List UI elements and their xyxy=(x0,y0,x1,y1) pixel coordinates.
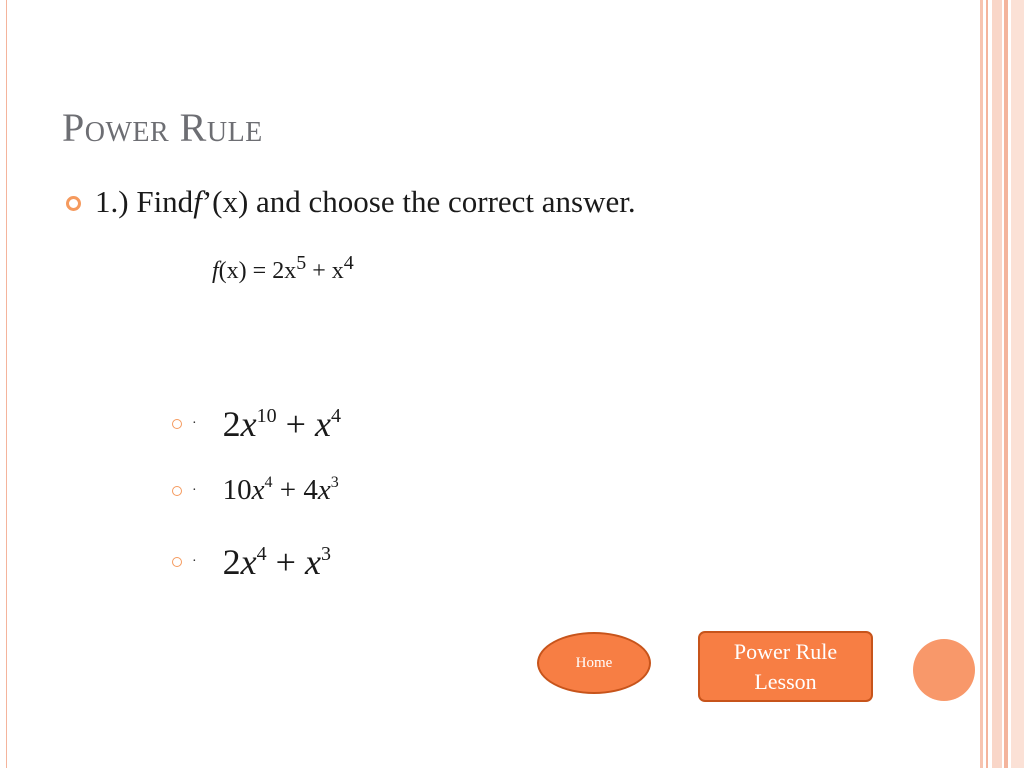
answer-option-3[interactable] xyxy=(172,541,331,583)
question-prefix: 1.) Find xyxy=(95,184,194,219)
bullet-ring-icon xyxy=(172,486,182,496)
answer-expression: $10x^4 + 4x^3$ xyxy=(222,474,339,506)
answer-expression: $2x^{10} + x^4$ xyxy=(222,404,341,444)
slide-title: Power Rule xyxy=(62,105,263,150)
lesson-button-line1: Power Rule xyxy=(733,638,838,664)
left-border-line xyxy=(6,0,7,768)
bullet-dot: · xyxy=(192,482,197,498)
power-rule-lesson-button[interactable] xyxy=(698,631,873,702)
answer-option-2[interactable] xyxy=(172,474,339,507)
bullet-dot: · xyxy=(192,416,197,431)
home-button[interactable]: Home xyxy=(537,632,651,694)
right-decorative-stripes xyxy=(980,0,1024,768)
decorative-circle xyxy=(913,639,975,701)
question-suffix: ’(x) and choose the correct answer. xyxy=(201,184,636,219)
lesson-button-line2: Lesson xyxy=(754,668,817,694)
function-exp2: 4 xyxy=(343,252,354,274)
answer-expression: $2x^4 + x^3$ xyxy=(222,542,331,582)
function-definition xyxy=(212,252,354,285)
bullet-dot: · xyxy=(192,554,197,569)
question-row xyxy=(66,184,636,220)
function-lhs: f xyxy=(212,258,219,284)
bullet-ring-icon xyxy=(66,196,81,211)
function-exp1: 5 xyxy=(296,252,307,274)
answer-option-1[interactable] xyxy=(172,403,341,445)
question-f: f xyxy=(193,184,202,219)
function-plus: + x xyxy=(306,258,344,284)
bullet-ring-icon xyxy=(172,419,182,429)
function-text: (x) = 2x xyxy=(218,258,297,284)
bullet-ring-icon xyxy=(172,557,182,567)
